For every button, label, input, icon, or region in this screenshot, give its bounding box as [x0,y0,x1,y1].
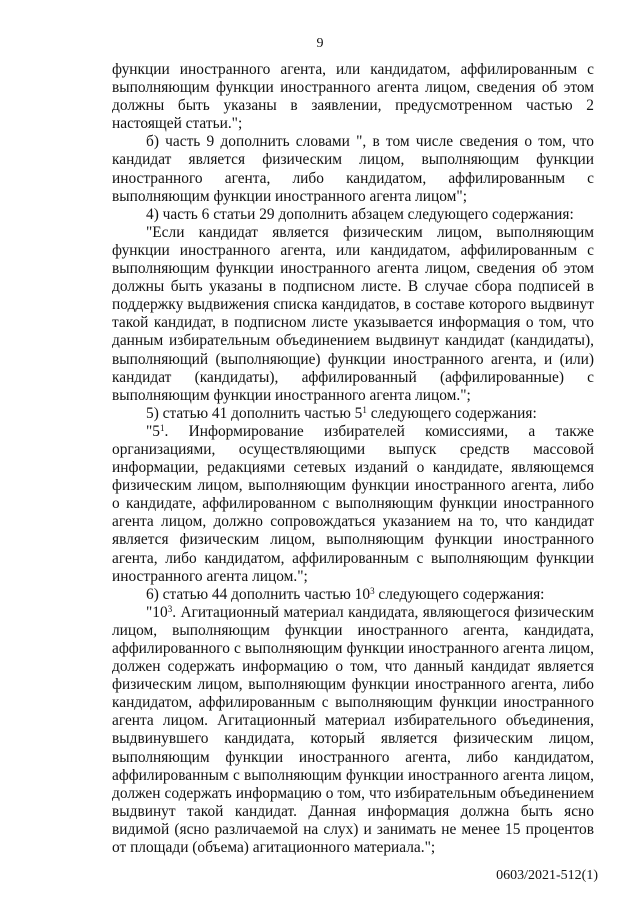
text-segment: следующего содержания: [366,404,537,422]
paragraph-quote-article-41 [112,423,594,586]
paragraph-quote-article-44 [112,604,594,857]
superscript: 3 [370,585,375,596]
text-segment: "5 [146,422,160,440]
paragraph-item-5 [112,405,594,423]
text-segment: . Информирование избирателей комиссиями, а также организациями, осуществляющими выпуск средств массовой информации, редакциями сетевых изданий о кандидате, являющемся физическим лицом, выполняющим функции иностранного агента, либо о кандидате, аффилированном с выполняющим функции иностранного агента лицом, должно сопровождаться указанием на то, что кандидат является физическим лицом, выполняющим функции иностранного агента, либо кандидатом, аффилированным с выполняющим функции иностранного агента лицом."; [112,422,594,585]
superscript: 1 [362,404,367,415]
superscript: 3 [167,603,173,614]
text-segment: 5) статью 41 дополнить частью 5 [146,404,363,422]
paragraph-item-6 [112,586,594,604]
superscript: 1 [159,422,165,433]
text-segment: 6) статью 44 дополнить частью 10 [146,585,371,603]
paragraph-item-b: б) часть 9 дополнить словами ", в том числе сведения о том, что кандидат является физическим лицом, выполняющим функции иностранного агента, либо кандидатом, аффилированным с выполняющим функции иностранного агента лицом"; [112,133,594,205]
text-segment: "10 [146,603,168,621]
document-body [112,61,594,857]
paragraph-continuation: функции иностранного агента, или кандидатом, аффилированным с выполняющим функции иностранного агента лицом, сведения об этом должны быть указаны в заявлении, предусмотренном частью 2 настоящей статьи."; [112,61,594,133]
document-id: 0603/2021-512(1) [496,868,598,883]
text-segment: . Агитационный материал кандидата, являющегося физическим лицом, выполняющим функции иностранного агента, кандидата, аффилированного с выполняющим функции иностранного агента лицом, должен содержать информацию о том, что данный кандидат является физическим лицом, выполняющим функции иностранного агента, либо кандидатом, аффилированным с выполняющим функции иностранного агента лицом. Агитационный материал избирательного объединения, выдвинувшего кандидата, который является физическим лицом, выполняющим функции иностранного агента, либо кандидатом, аффилированным с выполняющим функции иностранного агента лицом, должен содержать информацию о том, что избирательным объединением выдвинут такой кандидат. Данная информация должна быть ясно видимой (ясно различаемой на слух) и занимать не менее 15 процентов от площади (объема) агитационного материала."; [112,603,594,857]
page-number: 9 [316,36,324,51]
text-segment: следующего содержания: [374,585,545,603]
paragraph-item-4: 4) часть 6 статьи 29 дополнить абзацем следующего содержания: [146,205,574,223]
paragraph-quote-article-29: "Если кандидат является физическим лицом, выполняющим функции иностранного агента, или кандидатом, аффилированным с выполняющим функции иностранного агента лицом, сведения об этом должны быть указаны в подписном листе. В случае сбора подписей в поддержку выдвижения списка кандидатов, в составе которого выдвинут такой кандидат, в подписном листе указывается информация о том, что данным избирательным объединением выдвинут кандидат (кандидаты), выполняющий (выполняющие) функции иностранного агента, и (или) кандидат (кандидаты), аффилированный (аффилированные) с выполняющим функции иностранного агента лицом."; [112,223,594,404]
